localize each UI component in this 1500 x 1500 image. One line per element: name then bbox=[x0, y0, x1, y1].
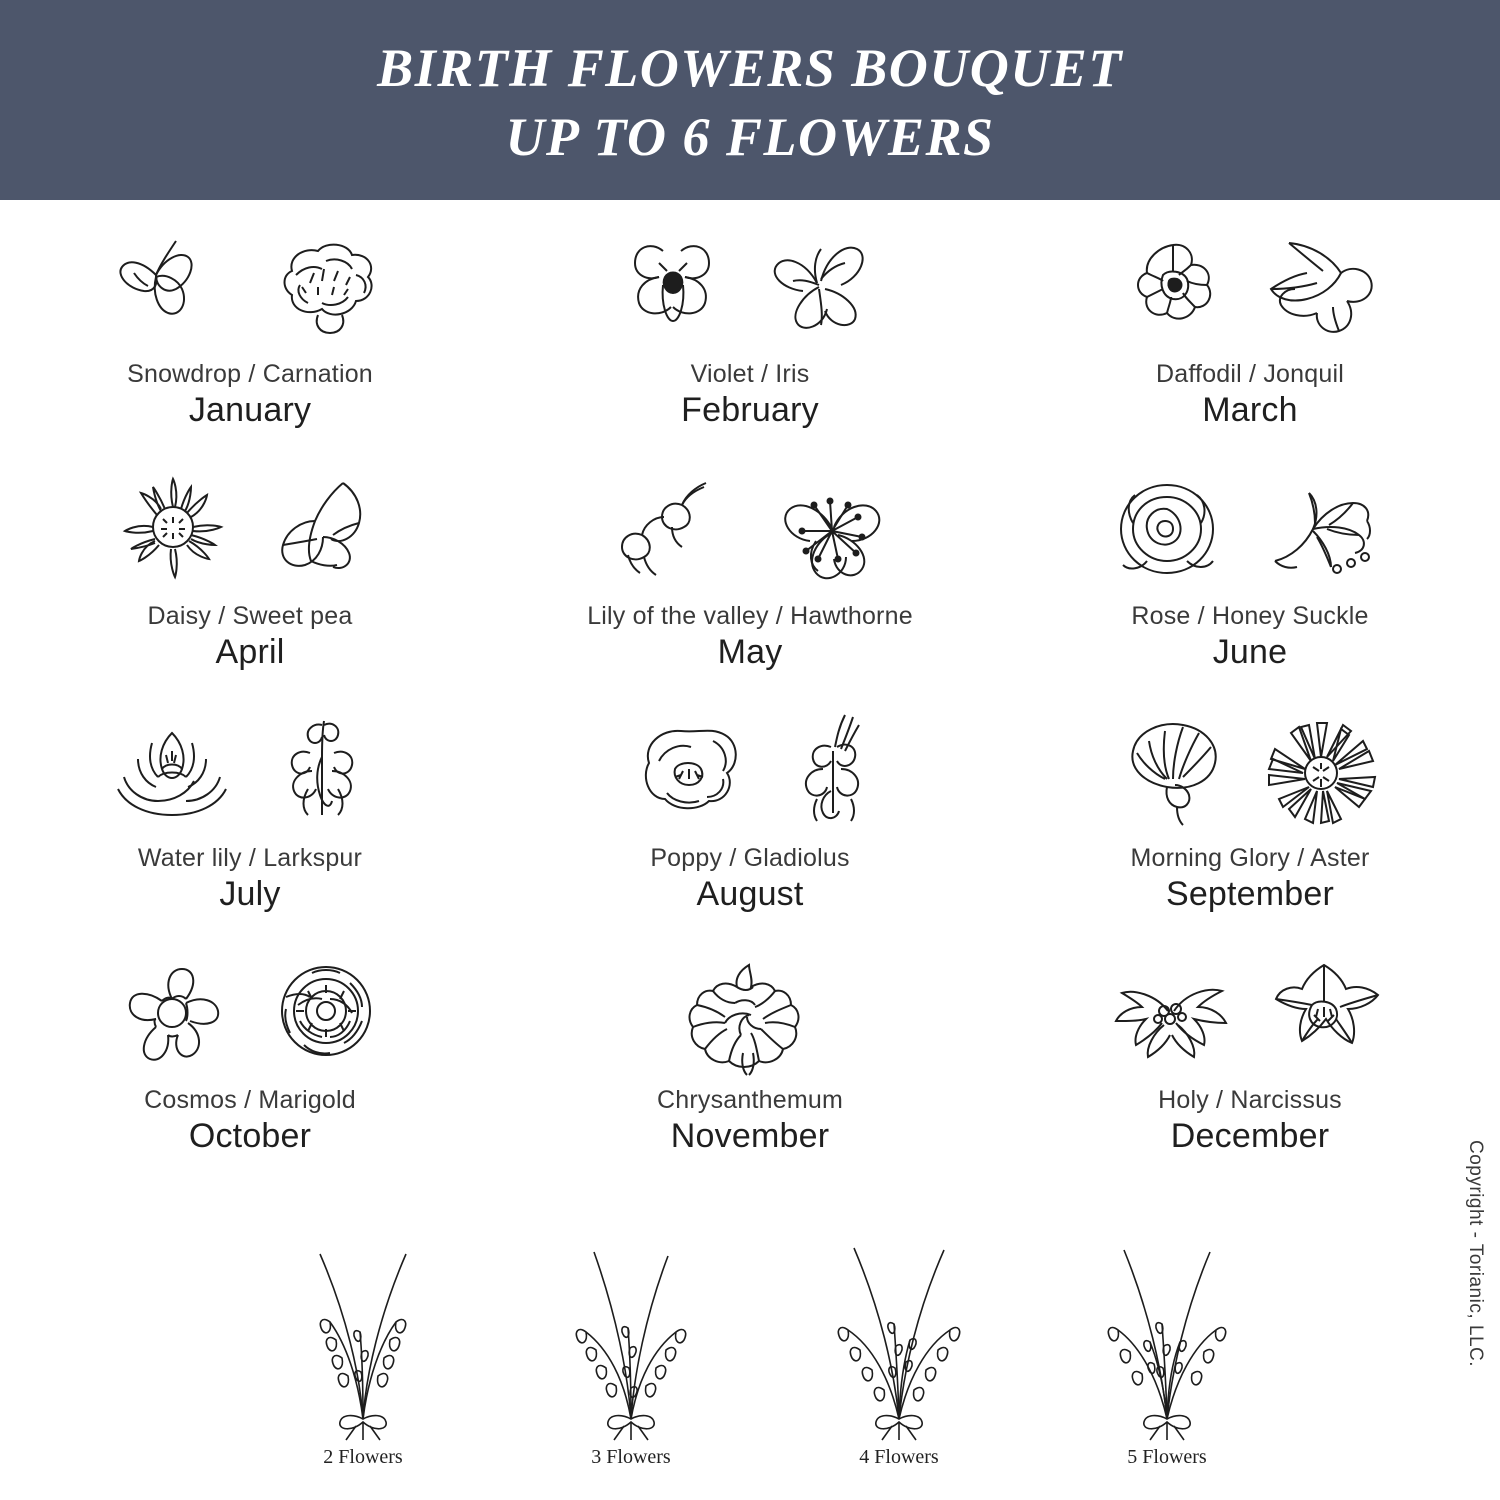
birth-flower-grid bbox=[0, 200, 1500, 1186]
jonquil-icon bbox=[1247, 223, 1397, 353]
month-art bbox=[98, 702, 402, 842]
month-art bbox=[665, 944, 835, 1084]
month-flowers: Water lily / Larkspur bbox=[137, 844, 363, 872]
month-card-december bbox=[1000, 944, 1500, 1186]
month-card-august bbox=[500, 702, 1000, 944]
cosmos-icon bbox=[98, 949, 248, 1079]
month-art bbox=[1093, 460, 1407, 600]
copyright-notice: Copyright - Torianic, LLC. bbox=[1465, 1140, 1486, 1368]
month-art bbox=[1098, 944, 1402, 1084]
month-name: February bbox=[681, 391, 819, 429]
month-art bbox=[1103, 218, 1397, 358]
month-name: October bbox=[188, 1117, 312, 1155]
lily-of-the-valley-icon bbox=[588, 465, 748, 595]
month-flowers: Poppy / Gladiolus bbox=[650, 844, 850, 872]
month-flowers: Holy / Narcissus bbox=[1158, 1086, 1342, 1114]
marigold-icon bbox=[252, 949, 402, 1079]
month-flowers: Snowdrop / Carnation bbox=[127, 360, 373, 388]
month-card-january bbox=[0, 218, 500, 460]
bouquet-sample-5 bbox=[1072, 1204, 1262, 1469]
morning-glory-icon bbox=[1103, 707, 1243, 837]
aster-icon bbox=[1247, 707, 1397, 837]
carnation-icon bbox=[252, 223, 402, 353]
month-card-october bbox=[0, 944, 500, 1186]
water-lily-icon bbox=[98, 707, 248, 837]
violet-icon bbox=[603, 223, 743, 353]
header-title-line-2: UP TO 6 FLOWERS bbox=[505, 107, 995, 167]
narcissus-icon bbox=[1252, 949, 1402, 1079]
iris-icon bbox=[747, 223, 897, 353]
month-card-april bbox=[0, 460, 500, 702]
honey-suckle-icon bbox=[1247, 465, 1407, 595]
month-name: August bbox=[696, 875, 804, 913]
month-flowers: Lily of the valley / Hawthorne bbox=[587, 602, 913, 630]
month-card-may bbox=[500, 460, 1000, 702]
month-name: June bbox=[1212, 633, 1288, 671]
month-name: November bbox=[670, 1117, 830, 1155]
month-flowers: Cosmos / Marigold bbox=[144, 1086, 356, 1114]
month-art bbox=[98, 944, 402, 1084]
month-name: January bbox=[188, 391, 312, 429]
month-name: April bbox=[215, 633, 285, 671]
month-art bbox=[603, 218, 897, 358]
month-name: December bbox=[1170, 1117, 1330, 1155]
chrysanthemum-icon bbox=[665, 949, 835, 1079]
month-name: March bbox=[1202, 391, 1298, 429]
page-header bbox=[0, 0, 1500, 200]
month-name: May bbox=[717, 633, 783, 671]
header-title-line-1: BIRTH FLOWERS BOUQUET bbox=[377, 37, 1123, 98]
bouquet-sample-3 bbox=[536, 1204, 726, 1469]
month-card-february bbox=[500, 218, 1000, 460]
month-card-july bbox=[0, 702, 500, 944]
hawthorne-icon bbox=[752, 465, 912, 595]
month-card-november bbox=[500, 944, 1000, 1186]
bouquet-samples bbox=[0, 1204, 1500, 1469]
daffodil-icon bbox=[1103, 223, 1243, 353]
bouquet-sample-4 bbox=[804, 1204, 994, 1469]
month-card-september bbox=[1000, 702, 1500, 944]
daisy-icon bbox=[103, 465, 243, 595]
month-card-march bbox=[1000, 218, 1500, 460]
bouquet-3-flowers-icon bbox=[536, 1204, 726, 1444]
month-art bbox=[588, 460, 912, 600]
month-flowers: Chrysanthemum bbox=[657, 1086, 843, 1114]
bouquet-2-flowers-icon bbox=[268, 1204, 458, 1444]
month-flowers: Rose / Honey Suckle bbox=[1131, 602, 1369, 630]
bouquet-4-flowers-icon bbox=[804, 1204, 994, 1444]
sweet-pea-icon bbox=[247, 465, 397, 595]
month-art bbox=[1103, 702, 1397, 842]
month-flowers: Morning Glory / Aster bbox=[1130, 844, 1370, 872]
month-name: September bbox=[1165, 875, 1335, 913]
bouquet-sample-2 bbox=[268, 1204, 458, 1469]
poppy-icon bbox=[613, 707, 763, 837]
bouquet-label: 5 Flowers bbox=[1127, 1446, 1207, 1468]
gladiolus-icon bbox=[767, 707, 887, 837]
month-flowers: Daisy / Sweet pea bbox=[147, 602, 353, 630]
month-art bbox=[98, 218, 402, 358]
month-art bbox=[613, 702, 887, 842]
bouquet-label: 2 Flowers bbox=[323, 1446, 403, 1468]
rose-icon bbox=[1093, 465, 1243, 595]
bouquet-label: 3 Flowers bbox=[591, 1446, 671, 1468]
month-flowers: Daffodil / Jonquil bbox=[1156, 360, 1344, 388]
snowdrop-icon bbox=[98, 223, 248, 353]
month-art bbox=[103, 460, 397, 600]
bouquet-5-flowers-icon bbox=[1072, 1204, 1262, 1444]
month-card-june bbox=[1000, 460, 1500, 702]
month-flowers: Violet / Iris bbox=[690, 360, 810, 388]
month-name: July bbox=[219, 875, 281, 913]
bouquet-label: 4 Flowers bbox=[859, 1446, 939, 1468]
larkspur-icon bbox=[252, 707, 402, 837]
holly-icon bbox=[1098, 949, 1248, 1079]
